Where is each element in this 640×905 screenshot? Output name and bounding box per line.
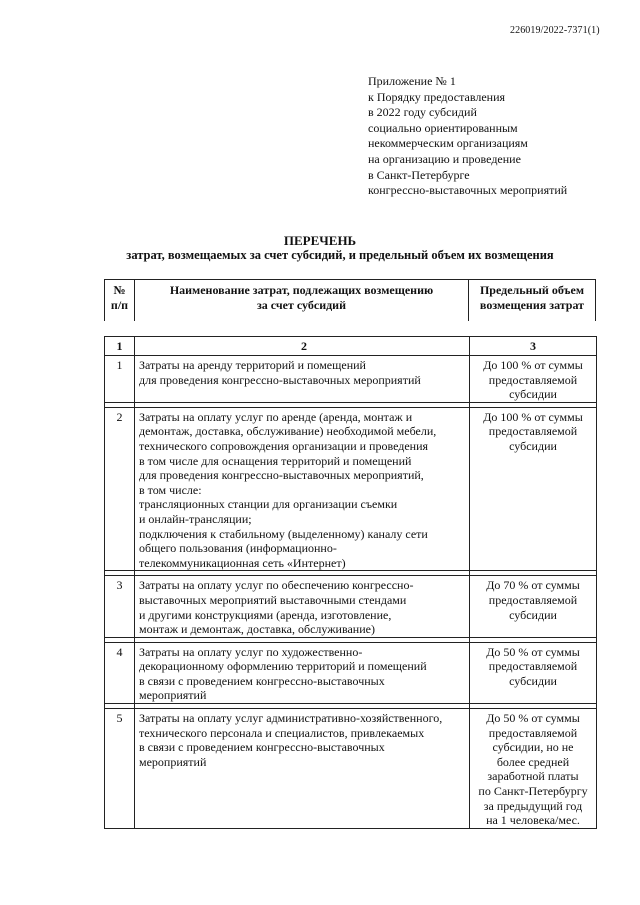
row-limit — [470, 576, 597, 637]
row-cost-name — [135, 407, 470, 571]
row-number: 4 — [105, 642, 135, 703]
cost-name-line: телекоммуникационная сеть «Интернет) — [139, 555, 346, 570]
row-limit — [470, 642, 597, 703]
cost-name-line: Затраты на аренду территорий и помещений — [139, 358, 366, 372]
annex-line: социально ориентированным — [368, 120, 518, 135]
limit-line: До 50 % от суммы — [486, 644, 580, 659]
limit-line: более средней — [496, 754, 570, 769]
cost-name-line: Затраты на оплату услуг по аренде (аренда, монтаж и — [139, 409, 413, 424]
limit-line: предоставляемой — [488, 372, 578, 387]
cost-name-line: в связи с проведением конгрессно-выставочных — [139, 740, 385, 755]
document-number: 226019/2022-7371(1) — [510, 25, 600, 36]
annex-line: Приложение № 1 — [368, 74, 456, 88]
row-cost-name — [135, 642, 470, 703]
cost-name-line: мероприятий — [139, 688, 207, 703]
cost-name-line: в связи с проведением конгрессно-выставочных — [139, 673, 385, 688]
table-row — [105, 709, 597, 829]
limit-line: субсидии, но не — [492, 740, 574, 755]
row-number: 3 — [105, 576, 135, 637]
cost-name-line: и онлайн-трансляции; — [139, 511, 252, 526]
limit-line: До 100 % от суммы — [483, 409, 583, 424]
limit-line: на 1 человека/мес. — [486, 813, 580, 828]
limit-line: предоставляемой — [488, 659, 578, 674]
limit-line: субсидии — [509, 673, 557, 688]
annex-line: некоммерческим организациям — [368, 136, 528, 151]
table-row — [105, 642, 597, 703]
limit-line: заработной платы — [487, 769, 579, 784]
annex-block — [368, 74, 628, 199]
cost-name-line: технического персонала и специалистов, привлекаемых — [139, 725, 425, 740]
row-limit — [470, 356, 597, 403]
cost-name-line: общего пользования (информационно- — [139, 541, 337, 556]
table-row — [105, 576, 597, 637]
column-number: 2 — [135, 337, 470, 356]
row-number: 2 — [105, 407, 135, 571]
limit-line: предоставляемой — [488, 592, 578, 607]
header-limit-line: возмещения затрат — [479, 297, 585, 312]
cost-name-line: для проведения конгрессно-выставочных мероприятий, — [139, 468, 424, 483]
header-num-line: № — [113, 283, 126, 297]
costs-table — [104, 336, 597, 829]
header-limit-line: Предельный объем — [479, 283, 585, 297]
annex-line: в 2022 году субсидий — [368, 105, 477, 120]
table-row — [105, 356, 597, 403]
annex-line: к Порядку предоставления — [368, 89, 506, 104]
table-body — [105, 356, 597, 829]
cost-name-line: выставочных мероприятий выставочными стендами — [139, 592, 407, 607]
table-row — [105, 407, 597, 571]
limit-line: До 70 % от суммы — [486, 578, 580, 593]
cost-name-line: и другими конструкциями (аренда, изготовление, — [139, 607, 392, 622]
row-limit — [470, 709, 597, 829]
annex-line: на организацию и проведение — [368, 151, 521, 166]
cost-name-line: в том числе для оснащения территорий и помещений — [139, 453, 412, 468]
cost-name-line: мероприятий — [139, 754, 207, 769]
row-cost-name — [135, 709, 470, 829]
header-row — [105, 280, 596, 322]
column-number: 3 — [470, 337, 597, 356]
limit-line: До 50 % от суммы — [486, 711, 580, 726]
header-name-line: за счет субсидий — [256, 297, 347, 312]
cost-name-line: трансляционных станции для организации съемки — [139, 497, 398, 512]
header-num-cell — [105, 280, 135, 322]
limit-line: субсидии — [509, 438, 557, 453]
row-cost-name — [135, 356, 470, 403]
cost-name-line: декорационному оформлению территорий и помещений — [139, 659, 427, 674]
cost-name-line: Затраты на оплату услуг административно-хозяйственного, — [139, 711, 443, 726]
cost-name-line: технического сопровождения организации и проведения — [139, 438, 429, 453]
cost-name-line: монтаж и демонтаж, доставка, обслуживание) — [139, 622, 375, 637]
header-limit-cell — [469, 280, 596, 322]
row-cost-name — [135, 576, 470, 637]
cost-name-line: в том числе: — [139, 482, 202, 497]
limit-line: по Санкт-Петербургу — [478, 784, 588, 799]
page-title: ПЕРЕЧЕНЬ — [283, 233, 357, 248]
column-number-row — [105, 337, 597, 356]
header-num-line: п/п — [110, 297, 129, 312]
row-limit — [470, 407, 597, 571]
cost-name-line: подключения к стабильному (выделенному) каналу сети — [139, 526, 428, 541]
cost-name-line: Затраты на оплату услуг по художественно- — [139, 644, 363, 659]
annex-line: в Санкт-Петербурге — [368, 167, 470, 182]
annex-line: конгрессно-выставочных мероприятий — [368, 183, 568, 198]
limit-line: До 100 % от суммы — [483, 358, 583, 372]
table-header — [104, 279, 596, 321]
limit-line: субсидии — [509, 607, 557, 622]
column-number: 1 — [105, 337, 135, 356]
limit-line: за предыдущий год — [483, 798, 583, 813]
page-subtitle: затрат, возмещаемых за счет субсидий, и предельный объем их возмещения — [126, 248, 554, 262]
header-name-cell — [135, 280, 469, 322]
row-number: 1 — [105, 356, 135, 403]
cost-name-line: Затраты на оплату услуг по обеспечению конгрессно- — [139, 578, 414, 593]
cost-name-line: для проведения конгрессно-выставочных мероприятий — [139, 372, 421, 387]
limit-line: субсидии — [509, 387, 557, 402]
limit-line: предоставляемой — [488, 424, 578, 439]
cost-name-line: демонтаж, доставка, обслуживание) необходимой мебели, — [139, 424, 437, 439]
row-number: 5 — [105, 709, 135, 829]
header-name-line: Наименование затрат, подлежащих возмещению — [169, 283, 434, 297]
limit-line: предоставляемой — [488, 725, 578, 740]
